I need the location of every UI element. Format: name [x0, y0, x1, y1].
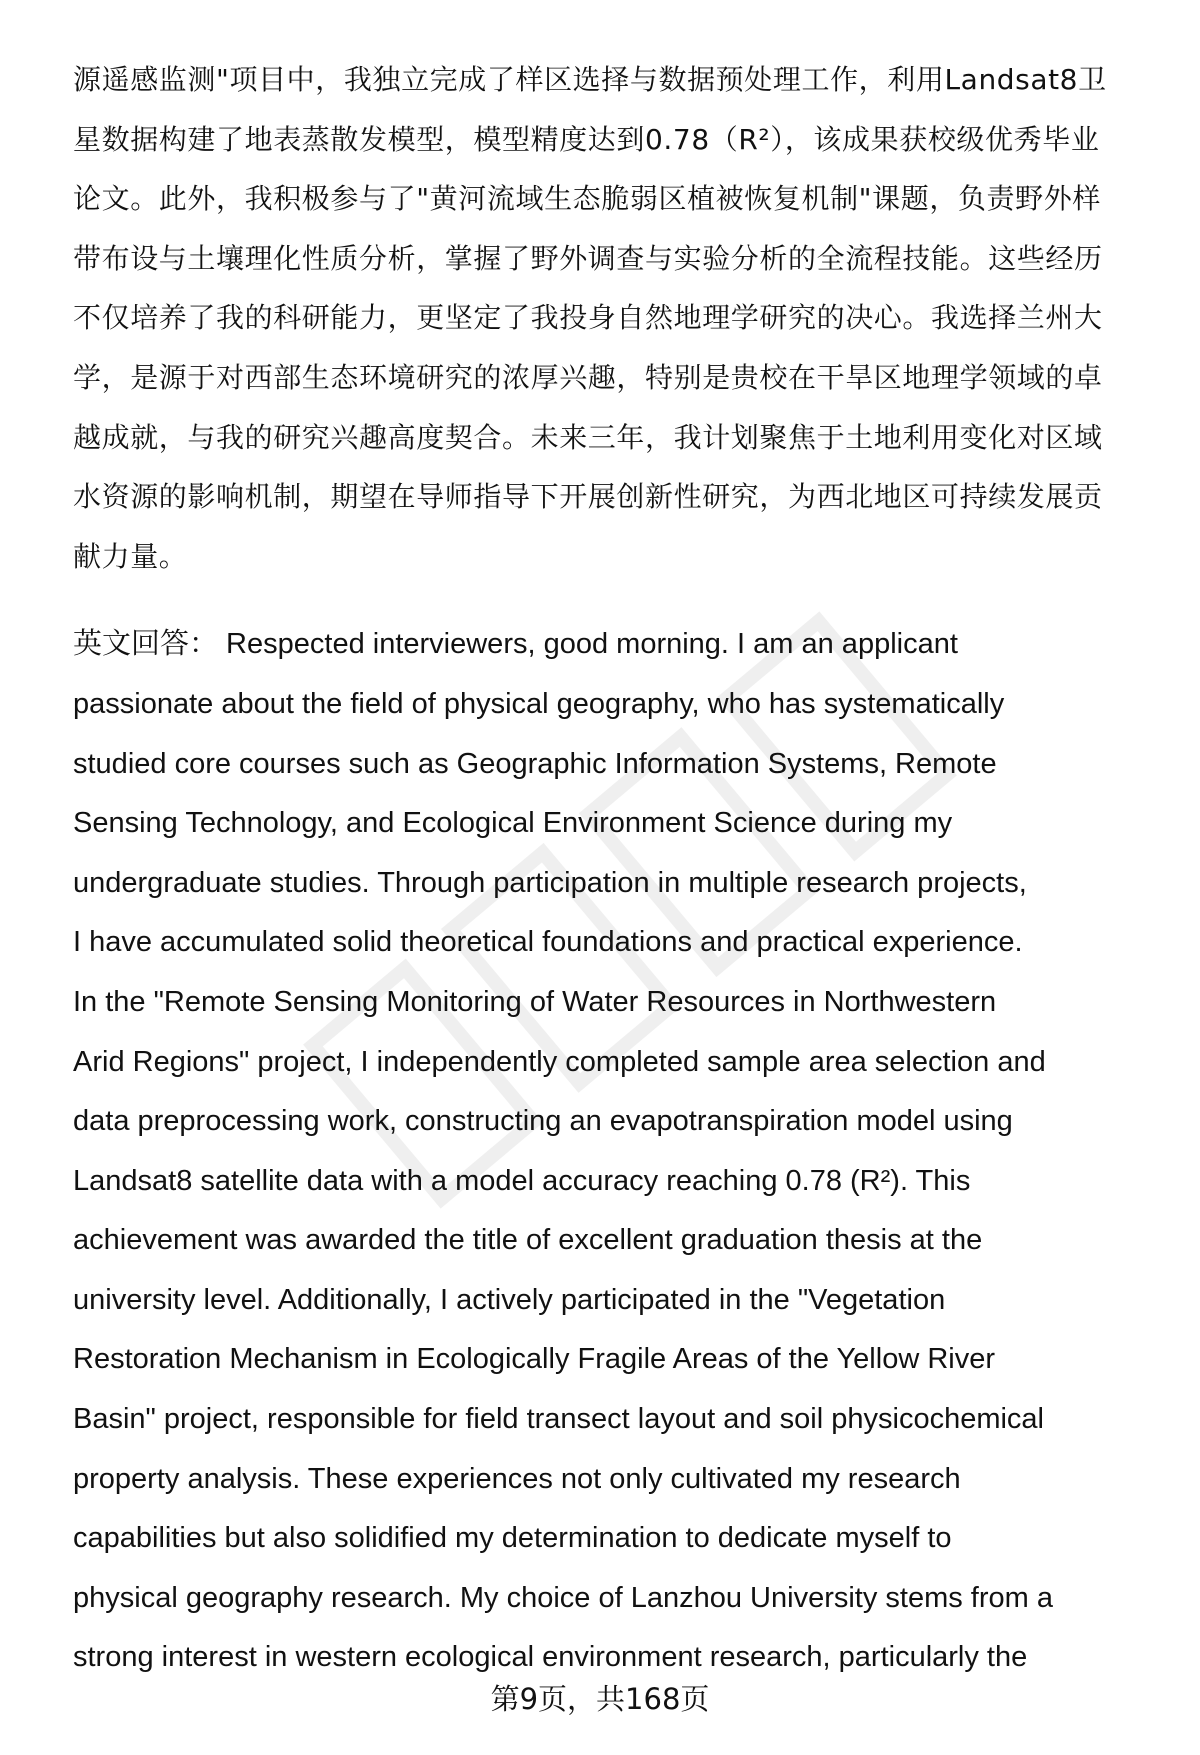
text-line: strong interest in western ecological environment research, particularly the — [73, 1641, 1028, 1674]
text-line: 学，是源于对西部生态环境研究的浓厚兴趣，特别是贵校在干旱区地理学领域的卓 — [73, 360, 1103, 394]
text-line: 不仅培养了我的科研能力，更坚定了我投身自然地理学研究的决心。我选择兰州大 — [73, 301, 1103, 335]
text-line: capabilities but also solidified my determination to dedicate myself to — [73, 1522, 952, 1555]
text-line: Basin" project, responsible for field transect layout and soil physicochemical — [73, 1403, 1045, 1436]
document-page — [73, 50, 1163, 1688]
text-line: 带布设与土壤理化性质分析，掌握了野外调查与实验分析的全流程技能。这些经历 — [73, 241, 1103, 275]
english-answer-paragraph — [73, 615, 1163, 1688]
text-line: physical geography research. My choice of Lanzhou University stems from a — [73, 1581, 1053, 1614]
text-line: university level. Additionally, I actively participated in the "Vegetation — [73, 1283, 946, 1316]
text-line: 英文回答： Respected interviewers, good morning. I am an applicant — [73, 628, 958, 661]
text-line: studied core courses such as Geographic Information Systems, Remote — [73, 747, 997, 780]
text-line: In the "Remote Sensing Monitoring of Water Resources in Northwestern — [73, 985, 997, 1018]
text-line: 源遥感监测"项目中，我独立完成了样区选择与数据预处理工作，利用Landsat8卫 — [73, 63, 1107, 96]
text-line: 星数据构建了地表蒸散发模型，模型精度达到0.78（R²），该成果获校级优秀毕业 — [73, 122, 1100, 156]
text-line: undergraduate studies. Through participation in multiple research projects, — [73, 866, 1027, 899]
text-line: 水资源的影响机制，期望在导师指导下开展创新性研究，为西北地区可持续发展贡 — [73, 480, 1103, 514]
text-line: data preprocessing work, constructing an evapotranspiration model using — [73, 1105, 1013, 1138]
text-line: Landsat8 satellite data with a model accuracy reaching 0.78 (R²). This — [73, 1164, 971, 1197]
text-line: I have accumulated solid theoretical foundations and practical experience. — [73, 926, 1023, 959]
page-number-footer: 第9页，共168页 — [490, 1682, 710, 1716]
text-line: 论文。此外，我积极参与了"黄河流域生态脆弱区植被恢复机制"课题，负责野外样 — [73, 182, 1101, 216]
text-line: Restoration Mechanism in Ecologically Fragile Areas of the Yellow River — [73, 1343, 995, 1376]
text-line: 献力量。 — [73, 539, 188, 573]
text-line: Arid Regions" project, I independently completed sample area selection and — [73, 1045, 1046, 1078]
text-line: 越成就，与我的研究兴趣高度契合。未来三年，我计划聚焦于土地利用变化对区域 — [73, 420, 1103, 454]
text-line: achievement was awarded the title of excellent graduation thesis at the — [73, 1224, 983, 1257]
chinese-answer-paragraph — [73, 50, 1163, 586]
text-line: Sensing Technology, and Ecological Environment Science during my — [73, 807, 953, 840]
text-line: property analysis. These experiences not only cultivated my research — [73, 1462, 961, 1495]
text-line: passionate about the field of physical geography, who has systematically — [73, 687, 1005, 720]
